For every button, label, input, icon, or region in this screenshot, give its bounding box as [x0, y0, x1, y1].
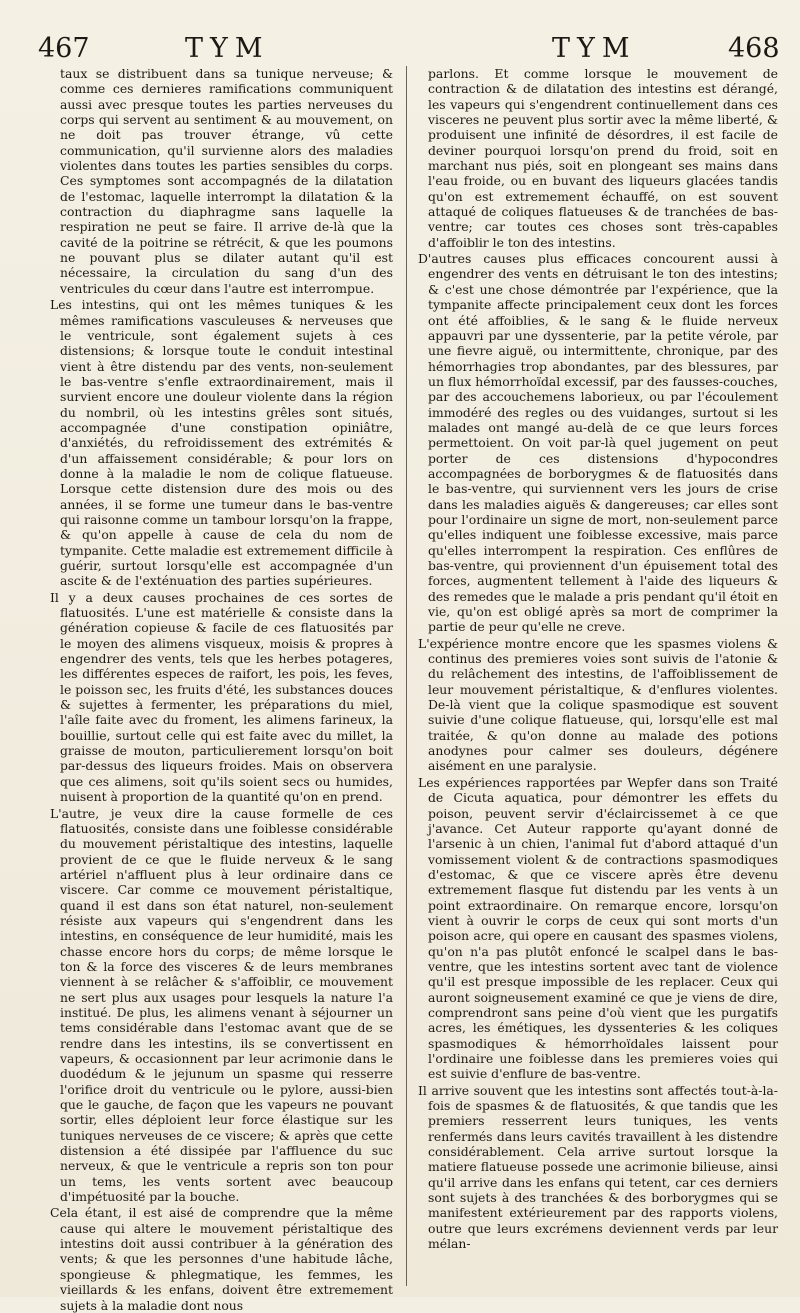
right-column [418, 66, 778, 1286]
paragraph: Les intestins, qui ont les mêmes tuniques & les mêmes ramifications vasculeuses & nerveuses que le ventricule, sont également sujets à ces distensions; & lorsque toute le conduit intestinal vient à être distendu par des vents, non-seulement le bas-ventre s'enfle extraordinairement, mais il survient encore une douleur violente dans la région du nombril, où les intestins grêles sont situés, accompagnée d'une constipation opiniâtre, d'anxiétés, du refroidissement des extrémités & d'un affaissement considérable; & pour lors on donne à la maladie le nom de colique flatueuse. Lorsque cette distension dure des mois ou des années, il se forme une tumeur dans le bas-ventre qui raisonne comme un tambour lorsqu'on la frappe, & qu'on appelle à cause de cela du nom de tympanite. Cette maladie est extremement difficile à guérir, surtout lorsqu'elle est accompagnée d'un ascite & de l'exténuation des parties supérieures. [50, 297, 393, 589]
paragraph: Les expériences rapportées par Wepfer dans son Traité de Cicuta aquatica, pour démontrer les effets du poison, peuvent servir d'éclaircissemet à ce que j'avance. Cet Auteur rapporte qu'ayant donné de l'arsenic à un chien, l'animal fut d'abord attaqué d'un vomissement violent & de contractions spasmodiques d'estomac, & que ce viscere après être devenu extremement flasque fut distendu par les vents à un point extraordinaire. On remarque encore, lorsqu'on vient à ouvrir le corps de ceux qui sont morts d'un poison acre, qui opere en causant des spasmes violens, qu'on n'a pas plutôt enfoncé le scalpel dans le bas-ventre, que les intestins sortent avec tant de violence qu'il est presque impossible de les replacer. Ceux qui auront soigneusement examiné ce que je viens de dire, comprendront sans peine d'où vient que les purgatifs acres, les émétiques, les dyssenteries & les coliques spasmodiques & hémorrhoïdales laissent pour l'ordinaire une foiblesse dans les premieres voies qui est suivie d'enflure de bas-ventre. [418, 774, 778, 1082]
paragraph: Il y a deux causes prochaines de ces sortes de flatuosités. L'une est matérielle & consiste dans la génération copieuse & facile de ces flatuosités par le moyen des alimens visqueux, moisis & propres à engendrer des vents, tels que les herbes potageres, les différentes especes de raifort, les pois, les feves, le poisson sec, les fruits d'été, les substances douces & sujettes à fermenter, les préparations du miel, l'aîle faite avec du froment, les alimens farineux, la bouillie, surtout celle qui est faite avec du millet, la graisse de mouton, particulierement lorsqu'on boit par-dessus des liqueurs froides. Mais on observera que ces alimens, soit qu'ils soient secs ou humides, nuisent à proportion de la quantité qu'on en prend. [50, 589, 393, 805]
paragraph: parlons. Et comme lorsque le mouvement de contraction & de dilatation des intestins est dérangé, les vapeurs qui s'engendrent continuellement dans ces visceres ne peuvent plus sortir avec la même liberté, & produisent une infinité de désordres, il est facile de deviner pourquoi lorsqu'on prend du froid, soit en marchant nus piés, soit en plongeant ses mains dans l'eau froide, ou en buvant des liqueurs glacées tandis qu'on est extremement échauffé, on est souvent attaqué de coliques flatueuses & de tranchées de bas-ventre; car toutes ces choses sont très-capables d'affoiblir le ton des intestins. [428, 66, 778, 250]
column-rule [406, 66, 407, 1286]
headword-left: TYM [185, 33, 270, 64]
page-number-left: 467 [38, 33, 90, 64]
paragraph: D'autres causes plus efficaces concourent aussi à engendrer des vents en détruisant le ton des intestins; & c'est une chose démontrée par l'expérience, que la tympanite affecte principalement ceux dont les forces ont été affoiblies, & le sang & le fluide nerveux appauvri par une dyssenterie, par la petite vérole, par une fievre aiguë, ou intermittente, chronique, par des hémorrhagies trop abondantes, par des blessures, par un flux hémorrhoïdal excessif, par des fausses-couches, par des accouchemens laborieux, ou par l'écoulement immodéré des regles ou des vuidanges, surtout si les malades ont mangé au-delà de ce que leurs forces permettoient. On voit par-là quel jugement on peut porter de ces distensions d'hypocondres accompagnées de borborygmes & de flatuosités dans le bas-ventre, qui surviennent vers les jours de crise dans les maladies aiguës & dangereuses; car elles sont pour l'ordinaire un signe de mort, non-seulement parce qu'elles indiquent une foiblesse excessive, mais parce qu'elles interrompent la respiration. Ces enflûres de bas-ventre, qui proviennent d'un épuisement total des forces, augmentent tellement à l'aide des liqueurs & des remedes que le malade a pris pendant qu'il étoit en vie, qu'on est obligé après sa mort de comprimer la partie de peur qu'elle ne creve. [418, 251, 778, 635]
paragraph: taux se distribuent dans sa tunique nerveuse; & comme ces dernieres ramifications communiquent aussi avec presque toutes les parties nerveuses du corps qui servent au sentiment & au mouvement, on ne doit pas trouver étrange, vû cette communication, qu'il survienne alors des maladies violentes dans toutes les parties sensibles du corps. Ces symptomes sont accompagnés de la dilatation de l'estomac, laquelle interrompt la dilatation & la contraction du diaphragme sans laquelle la respiration ne peut se faire. Il arrive de-là que la cavité de la poitrine se rétrécit, & que les poumons ne pouvant plus se dilater autant qu'il est nécessaire, la circulation du sang d'un des ventricules du cœur dans l'autre est interrompue. [60, 66, 393, 296]
paragraph: Il arrive souvent que les intestins sont affectés tout-à-la-fois de spasmes & de flatuosités, & que tandis que les premiers resserrent leurs tuniques, les vents renfermés dans leurs cavités travaillent à les distendre considérablement. Cela arrive surtout lorsque la matiere flatueuse possede une acrimonie bilieuse, ainsi qu'il arrive dans les enfans qui tetent, car ces derniers sont sujets à des tranchées & des borborygmes qui se manifestent extérieurement par des rapports violens, outre que leurs excrémens deviennent verds par leur mélan- [418, 1082, 778, 1252]
paragraph: L'expérience montre encore que les spasmes violens & continus des premieres voies sont suivis de l'atonie & du relâchement des intestins, de l'affoiblissement de leur mouvement péristaltique, & d'enflures violentes. De-là vient que la colique spasmodique est souvent suivie d'une colique flatueuse, qui, lorsqu'elle est mal traitée, & qu'on donne au malade des potions anodynes pour calmer ses douleurs, dégénere aisément en une paralysie. [418, 635, 778, 774]
paragraph: L'autre, je veux dire la cause formelle de ces flatuosités, consiste dans une foiblesse considérable du mouvement péristaltique des intestins, laquelle provient de ce que le fluide nerveux & le sang artériel n'affluent plus à leur ordinaire dans ce viscere. Car comme ce mouvement péristaltique, quand il est dans son état naturel, non-seulement résiste aux vapeurs qui s'engendrent dans les intestins, en conséquence de leur humidité, mais les chasse encore hors du corps; de même lorsque le ton & la force des visceres & de leurs membranes viennent à se relâcher & s'affoiblir, ce mouvement ne sert plus aux usages pour lesquels la nature l'a institué. De plus, les alimens venant à séjourner un tems considérable dans l'estomac avant que de se rendre dans les intestins, ils se convertissent en vapeurs, & occasionnent par leur acrimonie dans le duodédum & le jejunum un spasme qui resserre l'orifice droit du ventricule ou le pylore, aussi-bien que le gauche, de façon que les vapeurs ne pouvant sortir, elles déploient leur force élastique sur les tuniques nerveuses de ce viscere; & après que cette distension a été dissipée par l'affluence du suc nerveux, & que le ventricule a repris son ton pour un tems, les vents sortent avec beaucoup d'impétuosité par la bouche. [50, 805, 393, 1205]
page-number-right: 468 [728, 33, 780, 64]
paragraph: Cela étant, il est aisé de comprendre que la même cause qui altere le mouvement péristaltique des intestins doit aussi contribuer à la génération des vents; & que les personnes d'une habitude lâche, spongieuse & phlegmatique, les femmes, les vieillards & les enfans, doivent être extremement sujets à la maladie dont nous [50, 1205, 393, 1313]
headword-right: TYM [552, 33, 637, 64]
running-header [0, 32, 800, 66]
left-column [50, 66, 393, 1313]
